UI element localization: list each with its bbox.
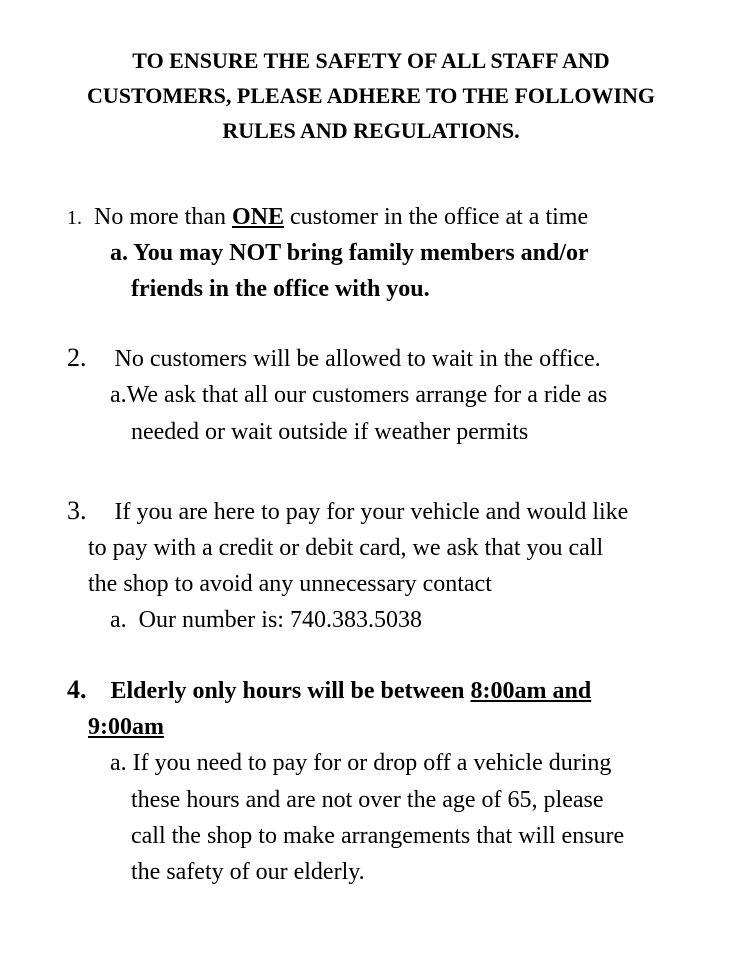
rule-3-line-3: the shop to avoid any unnecessary contact [88, 571, 492, 597]
rule-4a-text-1: If you need to pay for or drop off a vehicle during [132, 750, 612, 776]
rule-4a-marker: a. [110, 750, 127, 776]
rule-1-text-after: customer in the office at a time [289, 204, 589, 230]
rule-1-emphasis: ONE [231, 204, 284, 230]
rule-3-line-2: to pay with a credit or debit card, we ask that you call [88, 535, 604, 561]
rule-2-line [67, 343, 601, 374]
rule-4a-line-1 [110, 748, 611, 778]
heading-line-1: TO ENSURE THE SAFETY OF ALL STAFF AND [132, 48, 610, 73]
rule-2a-text-1: We ask that all our customers arrange for a ride as [126, 382, 608, 408]
rule-1a-line-1 [110, 238, 589, 268]
notice-heading [30, 43, 712, 148]
rule-1a-line-2: friends in the office with you. [131, 276, 430, 302]
rule-4-text: Elderly only hours will be between [110, 678, 465, 704]
heading-line-3: RULES AND REGULATIONS. [222, 118, 520, 143]
rule-4a-line-4: the safety of our elderly. [131, 859, 365, 885]
rule-3-number: 3. [67, 496, 87, 525]
rule-3-line-1 [67, 496, 628, 527]
rule-3a-marker: a. [110, 607, 127, 633]
rule-1a-text-1: You may NOT bring family members and/or [133, 240, 589, 266]
rule-1-line [67, 202, 588, 233]
rule-4-line-1 [67, 675, 591, 706]
rule-2a-line-1 [110, 380, 607, 410]
rule-1-number: 1. [67, 207, 82, 229]
rule-2a-line-2: needed or wait outside if weather permits [131, 419, 529, 445]
rule-3-text-1: If you are here to pay for your vehicle and would like [114, 499, 629, 525]
rule-2-number: 2. [67, 343, 87, 372]
heading-line-2: CUSTOMERS, PLEASE ADHERE TO THE FOLLOWING [86, 83, 656, 108]
rule-4a-line-2: these hours and are not over the age of 65, please [131, 787, 604, 813]
rule-2-text: No customers will be allowed to wait in the office. [114, 346, 601, 372]
rule-4a-line-3: call the shop to make arrangements that will ensure [131, 823, 625, 849]
rule-1-text-before: No more than [94, 204, 226, 230]
rule-4-time-2: 9:00am [88, 714, 164, 740]
rule-1a-marker: a. [110, 240, 128, 266]
rule-3a-text: Our number is: 740.383.5038 [138, 607, 422, 633]
rule-3a-line [110, 605, 422, 635]
rule-4-time-1: 8:00am and [470, 678, 592, 704]
rule-4-number: 4. [67, 675, 87, 704]
rule-2a-marker: a. [110, 382, 127, 408]
